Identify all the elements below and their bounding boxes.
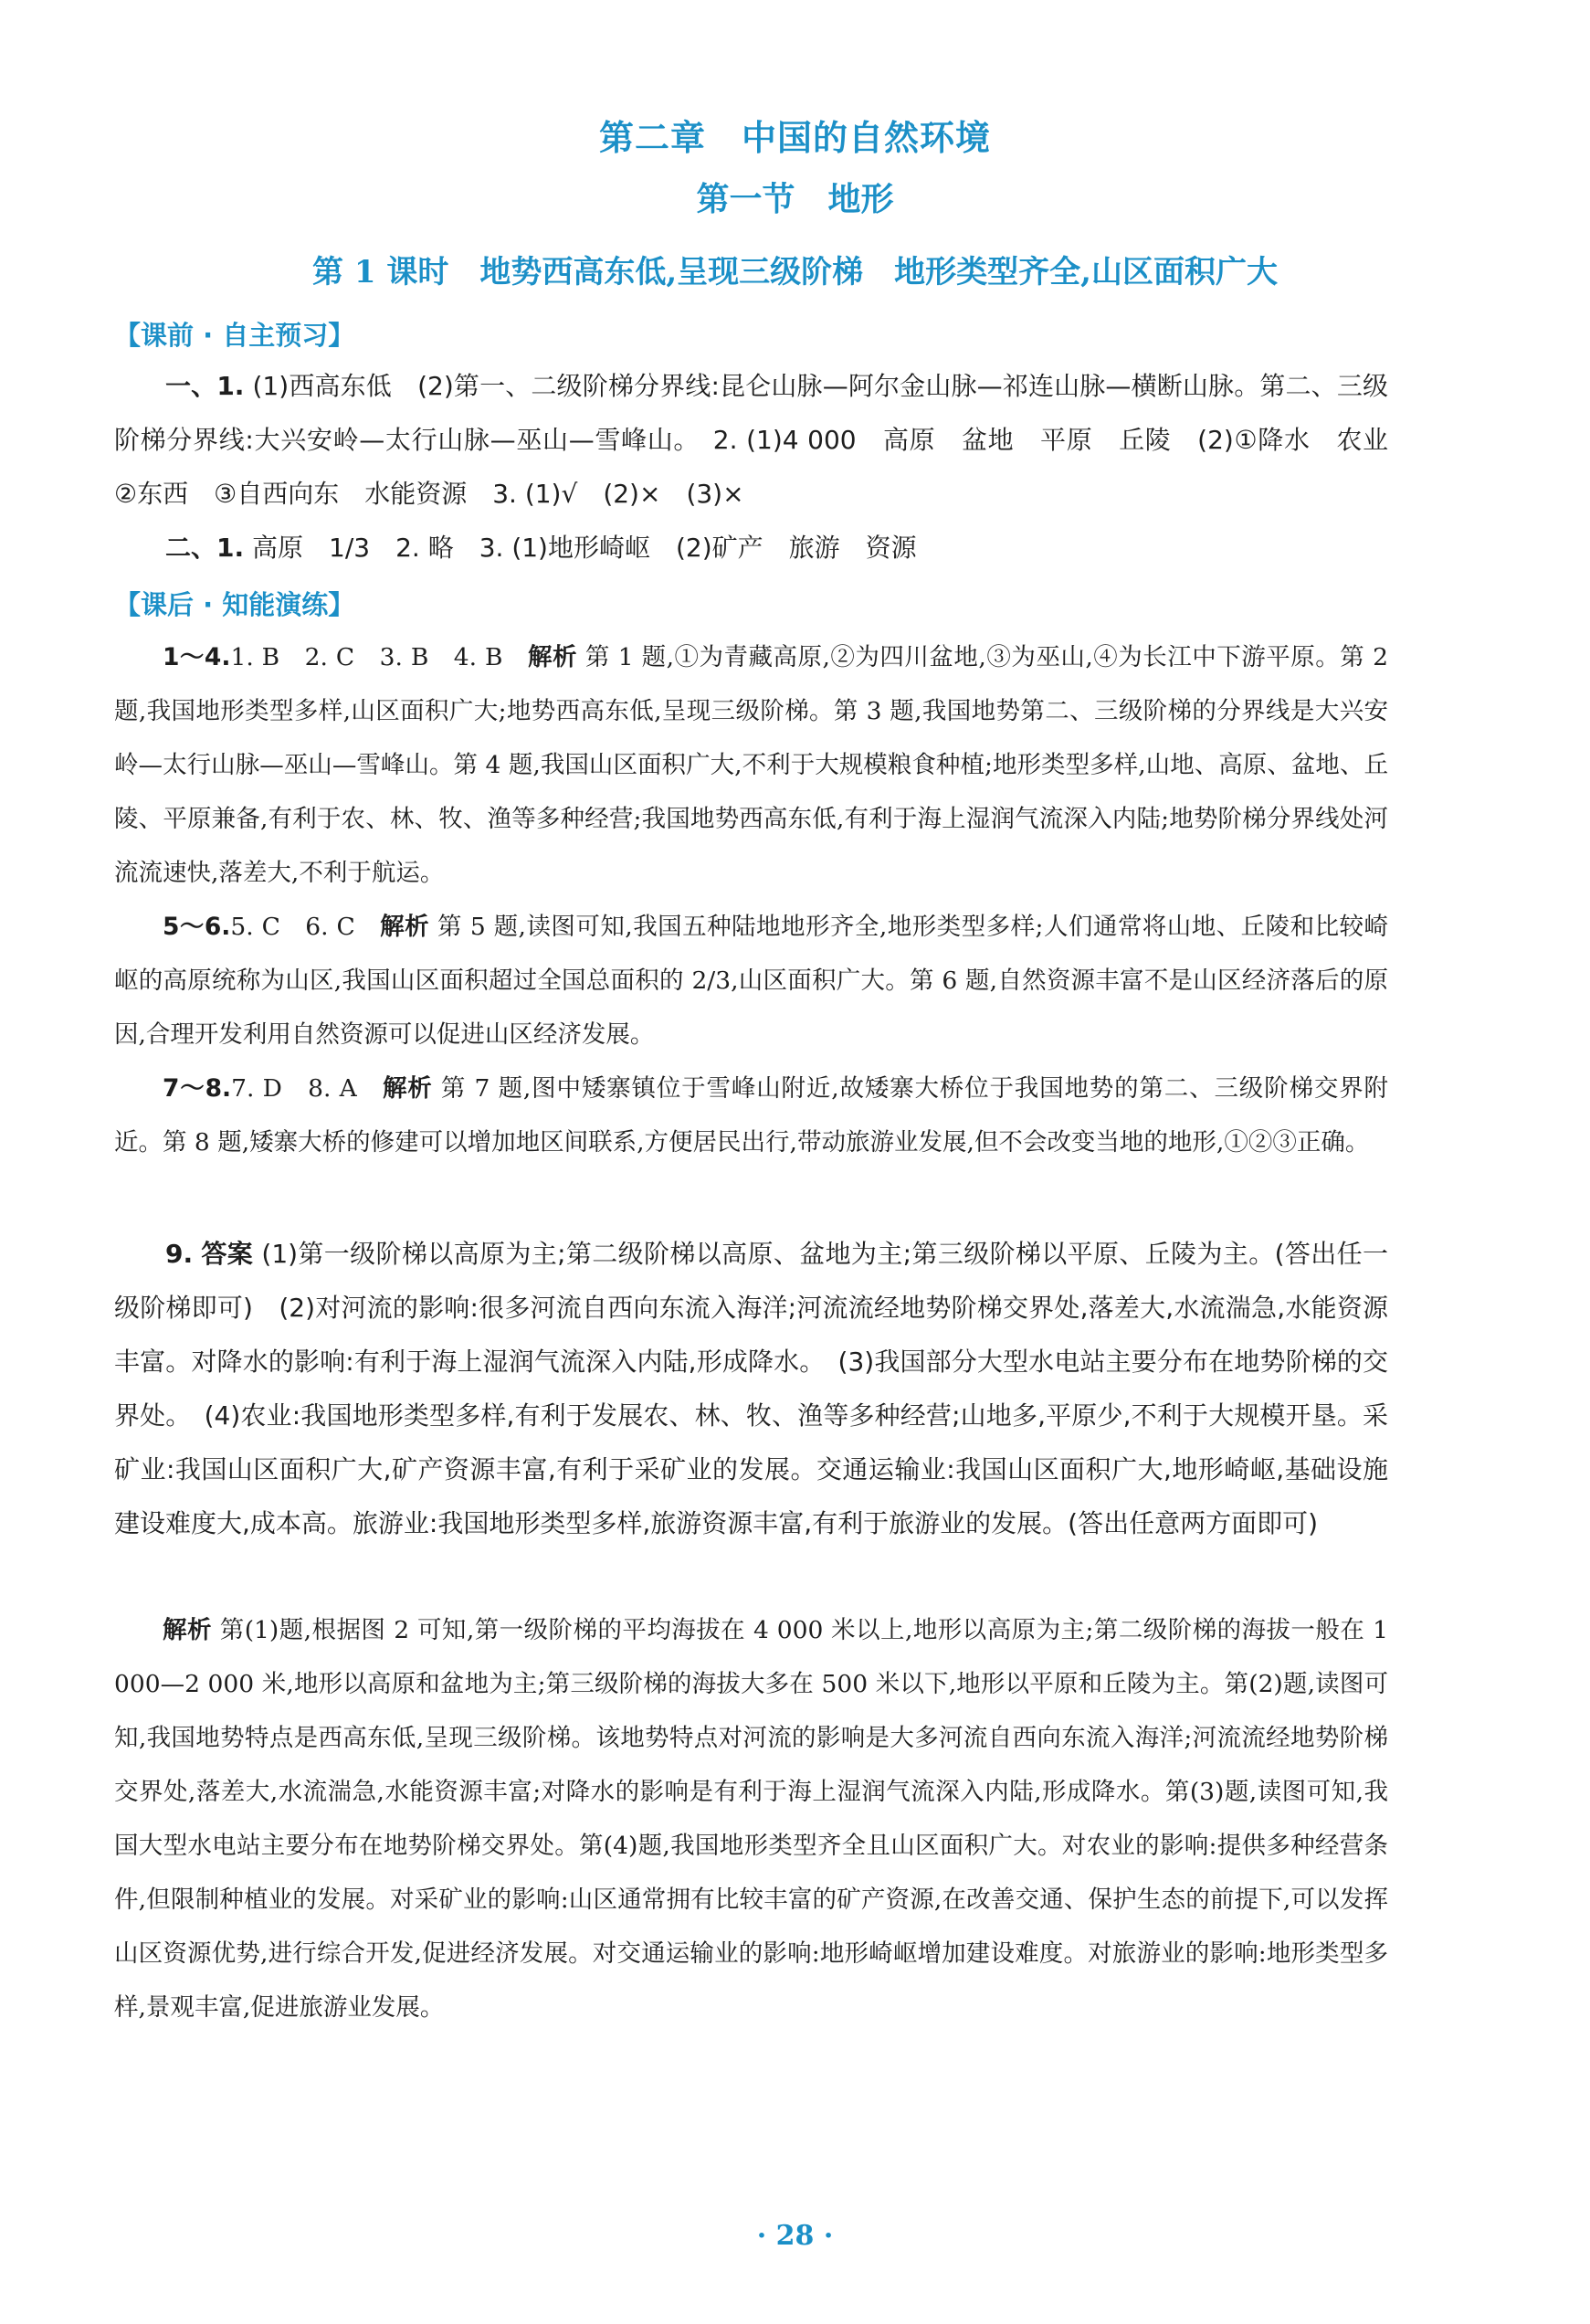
part-1-text: (1)西高东低 (2)第一、二级阶梯分界线:昆仑山脉—阿尔金山脉—祁连山脉—横断山脉。第二、三级阶梯分界线:大兴安岭—太行山脉—巫山—雪峰山。 2. (1)4 000 高原 盆地 平原 丘陵 (2)①降水 农业 ②东西 ③自西向东 水能资源 3. (1)√ (2)× (3)× bbox=[114, 371, 1415, 509]
q5-6-answers: 5. C 6. C bbox=[230, 913, 381, 941]
q1-4-analysis-label: 解析 bbox=[527, 643, 577, 671]
q9-lead: 9. bbox=[165, 1239, 194, 1269]
q9-answer-text: (1)第一级阶梯以高原为主;第二级阶梯以高原、盆地为主;第三级阶梯以平原、丘陵为主。(答出任一级阶梯即可) (2)对河流的影响:很多河流自西向东流入海洋;河流流经地势阶梯交界处,落差大,水流湍急,水能资源丰富。对降水的影响:有利于海上湿润气流深入内陆,形成降水。 (3)我国部分大型水电站主要分布在地势阶梯的交界处。 (4)农业:我国地形类型多样,有利于发展农、林、牧、渔等多种经营;山地多,平原少,不利于大规模开垦。采矿业:我国山区面积广大,矿产资源丰富,有利于采矿业的发展。交通运输业:我国山区面积广大,地形崎岖,基础设施建设难度大,成本高。旅游业:我国地形类型多样,旅游资源丰富,有利于旅游业的发展。(答出任意两方面即可) bbox=[114, 1239, 1388, 1538]
q7-8-analysis-text: 第 7 题,图中矮寨镇位于雪峰山附近,故矮寨大桥位于我国地势的第二、三级阶梯交界附近。第 8 题,矮寨大桥的修建可以增加地区间联系,方便居民出行,带动旅游业发展,但不会改变当地的地形,①②③正确。 bbox=[114, 1074, 1388, 1157]
part-2-lead: 二、1. bbox=[165, 533, 245, 563]
q1-4-analysis-text: 第 1 题,①为青藏高原,②为四川盆地,③为巫山,④为长江中下游平原。第 2 题,我国地形类型多样,山区面积广大;地势西高东低,呈现三级阶梯。第 3 题,我国地势第二、三级阶梯的分界线是大兴安岭—太行山脉—巫山—雪峰山。第 4 题,我国山区面积广大,不利于大规模粮食种植;地形类型多样,山地、高原、盆地、丘陵、平原兼备,有利于农、林、牧、渔等多种经营;我国地势西高东低,有利于海上湿润气流深入内陆;地势阶梯分界线处河流流速快,落差大,不利于航运。 bbox=[114, 643, 1389, 887]
q5-6-analysis-text: 第 5 题,读图可知,我国五种陆地地形齐全,地形类型多样;人们通常将山地、丘陵和比较崎岖的高原统称为山区,我国山区面积超过全国总面积的 2/3,山区面积广大。第 6 题,自然资源丰富不是山区经济落后的原因,合理开发利用自然资源可以促进山区经济发展。 bbox=[114, 913, 1388, 1049]
q1-4-lead: 1～4. bbox=[163, 643, 231, 671]
lesson-title: 第 1 课时 地势西高东低,呈现三级阶梯 地形类型齐全,山区面积广大 bbox=[311, 254, 1278, 290]
pre-class-tag: 【课前 · 自主预习】 bbox=[114, 320, 355, 351]
q5-6-analysis-label: 解析 bbox=[380, 913, 430, 941]
q9-analysis-block bbox=[114, 1603, 1388, 2034]
q7-8-block bbox=[114, 1062, 1388, 1169]
q7-8-analysis-label: 解析 bbox=[382, 1074, 433, 1103]
q5-6-block bbox=[114, 900, 1388, 1062]
q9-answer-block bbox=[114, 1227, 1388, 1550]
q1-4-answers: 1. B 2. C 3. B 4. B bbox=[230, 643, 528, 671]
part-1-lead: 一、1. bbox=[165, 371, 245, 401]
q7-8-lead: 7～8. bbox=[163, 1074, 232, 1103]
q5-6-lead: 5～6. bbox=[163, 913, 231, 941]
q9-analysis-text: 第(1)题,根据图 2 可知,第一级阶梯的平均海拔在 4 000 米以上,地形以高原为主;第二级阶梯的海拔一般在 1 000—2 000 米,地形以高原和盆地为主;第三级阶梯的海拔大多在 500 米以下,地形以平原和丘陵为主。第(2)题,读图可知,我国地势特点是西高东低,呈现三级阶梯。该地势特点对河流的影响是大多河流自西向东流入海洋;河流流经地势阶梯交界处,落差大,水流湍急,水能资源丰富;对降水的影响是有利于海上湿润气流深入内陆,形成降水。第(3)题,读图可知,我国大型水电站主要分布在地势阶梯交界处。第(4)题,我国地形类型齐全且山区面积广大。对农业的影响:提供多种经营条件,但限制种植业的发展。对采矿业的影响:山区通常拥有比较丰富的矿产资源,在改善交通、保护生态的前提下,可以发挥山区资源优势,进行综合开发,促进经济发展。对交通运输业的影响:地形崎岖增加建设难度。对旅游业的影响:地形类型多样,景观丰富,促进旅游业发展。 bbox=[114, 1616, 1389, 2022]
section-title: 第一节 地形 bbox=[696, 180, 894, 218]
q7-8-answers: 7. D 8. A bbox=[231, 1074, 383, 1103]
part-2-text: 高原 1/3 2. 略 3. (1)地形崎岖 (2)矿产 旅游 资源 bbox=[244, 533, 917, 563]
page-number: · 28 · bbox=[756, 2220, 834, 2252]
q1-4-block bbox=[114, 630, 1388, 900]
pre-class-part-2 bbox=[114, 521, 1388, 575]
q9-answer-label: 答案 bbox=[201, 1239, 254, 1269]
post-class-tag: 【课后 · 知能演练】 bbox=[114, 589, 355, 620]
chapter-title: 第二章 中国的自然环境 bbox=[598, 118, 991, 158]
q9-analysis-label: 解析 bbox=[163, 1616, 212, 1644]
pre-class-part-1 bbox=[114, 359, 1415, 521]
